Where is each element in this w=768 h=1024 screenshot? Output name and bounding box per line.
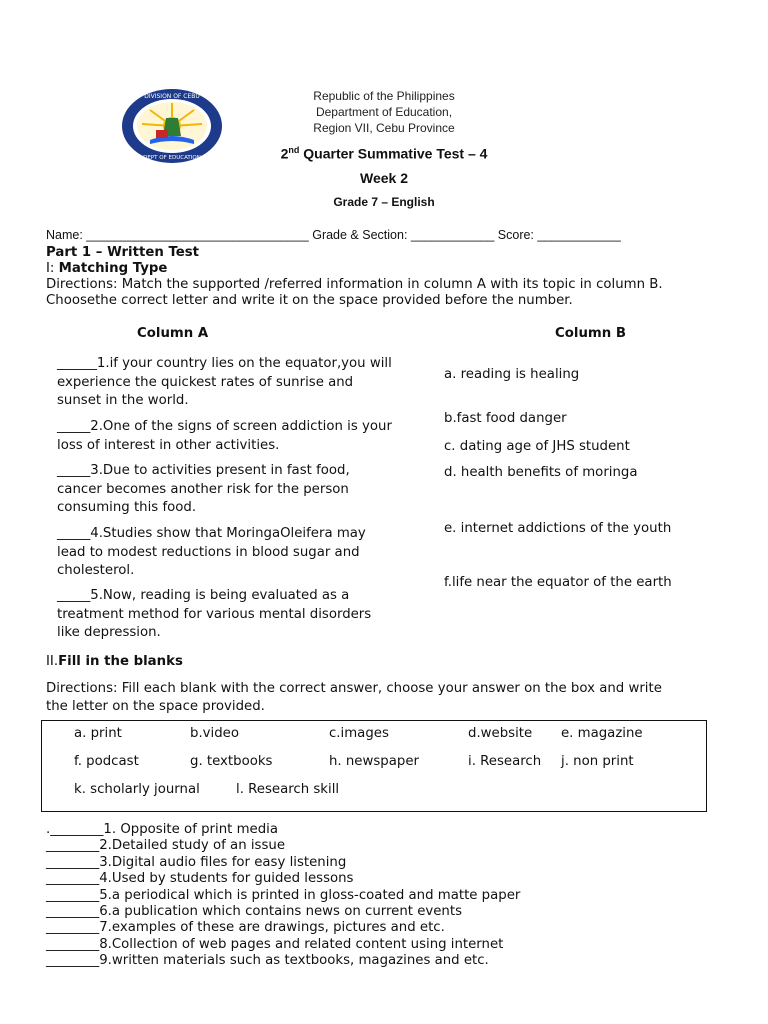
- student-info-line: Name: ________________________________ Grade & Section: ____________ Score: ____________: [46, 228, 621, 242]
- fill-item-3: ________3.Digital audio files for easy listening: [46, 854, 347, 870]
- test-grade: Grade 7 – English: [333, 194, 435, 209]
- svg-text:DEPT OF EDUCATION: DEPT OF EDUCATION: [143, 155, 201, 161]
- choice-j: j. non print: [561, 754, 634, 769]
- column-b-item-d: d. health benefits of moringa: [444, 465, 638, 480]
- column-b-item-b: b.fast food danger: [444, 411, 567, 426]
- choice-g: g. textbooks: [190, 754, 273, 769]
- choice-a: a. print: [74, 726, 122, 741]
- column-a-item-1: ______1.if your country lies on the equator,you will experience the quickest rates of sunrise and sunset in the world.: [57, 356, 392, 408]
- column-b-item-a: a. reading is healing: [444, 367, 580, 382]
- fill-item-7: ________7.examples of these are drawings, pictures and etc.: [46, 920, 445, 936]
- fill-item-9: ________9.written materials such as textbooks, magazines and etc.: [46, 953, 489, 969]
- column-b-item-f: f.life near the equator of the earth: [444, 575, 672, 590]
- part1-directions-line1: Directions: Match the supported /referred information in column A with its topic in column B.: [46, 277, 663, 292]
- document-header: [184, 88, 584, 210]
- test-week: Week 2: [360, 169, 408, 186]
- choice-i: i. Research: [468, 754, 542, 769]
- choice-k: k. scholarly journal: [74, 782, 200, 797]
- choice-e: e. magazine: [561, 726, 643, 741]
- column-a-item-3: _____3.Due to activities present in fast food, cancer becomes another risk for the person consuming this food.: [57, 463, 350, 515]
- column-a-item-5: _____5.Now, reading is being evaluated as a treatment method for various mental disorders like depression.: [57, 588, 372, 640]
- choice-c: c.images: [329, 726, 389, 741]
- column-a-header: Column A: [137, 326, 209, 341]
- header-department: Department of Education,: [315, 105, 453, 119]
- matching-type-heading: I: Matching Type: [46, 261, 168, 276]
- column-a-item-2: _____2.One of the signs of screen addiction is your loss of interest in other activities.: [57, 419, 392, 453]
- choice-b: b.video: [190, 726, 239, 741]
- choice-l: l. Research skill: [236, 782, 340, 797]
- fill-blanks-heading: II.Fill in the blanks: [46, 654, 183, 669]
- column-b-item-c: c. dating age of JHS student: [444, 439, 630, 454]
- fill-item-5: ________5.a periodical which is printed in gloss-coated and matte paper: [46, 887, 521, 903]
- choice-f: f. podcast: [74, 754, 139, 769]
- part1-title: Part 1 – Written Test: [46, 245, 200, 260]
- answer-choices-box: [41, 720, 707, 812]
- choice-h: h. newspaper: [329, 754, 419, 769]
- column-a-item-4: _____4.Studies show that MoringaOleifera may lead to modest reductions in blood sugar and cholesterol.: [57, 526, 366, 578]
- column-b-header: Column B: [555, 326, 627, 341]
- fill-item-8: ________8.Collection of web pages and related content using internet: [46, 936, 504, 952]
- fill-item-4: ________4.Used by students for guided lessons: [46, 871, 354, 887]
- fill-item-6: ________6.a publication which contains news on current events: [46, 904, 462, 920]
- header-region: Region VII, Cebu Province: [313, 121, 455, 135]
- fill-item-1: .________1. Opposite of print media: [46, 822, 278, 837]
- fill-blanks-list: [46, 822, 520, 970]
- part2-directions-line1: Directions: Fill each blank with the correct answer, choose your answer on the box and write: [46, 681, 662, 696]
- column-b-item-e: e. internet addictions of the youth: [444, 521, 672, 536]
- test-title: 2nd Quarter Summative Test – 4: [280, 145, 488, 162]
- header-republic: Republic of the Philippines: [313, 89, 455, 103]
- choice-d: d.website: [468, 726, 533, 741]
- fill-item-2: ________2.Detailed study of an issue: [46, 838, 285, 854]
- part2-directions-line2: the letter on the space provided.: [46, 699, 265, 714]
- part1-directions-line2: Choosethe correct letter and write it on the space provided before the number.: [46, 293, 573, 308]
- svg-text:DIVISION OF CEBU: DIVISION OF CEBU: [144, 93, 200, 100]
